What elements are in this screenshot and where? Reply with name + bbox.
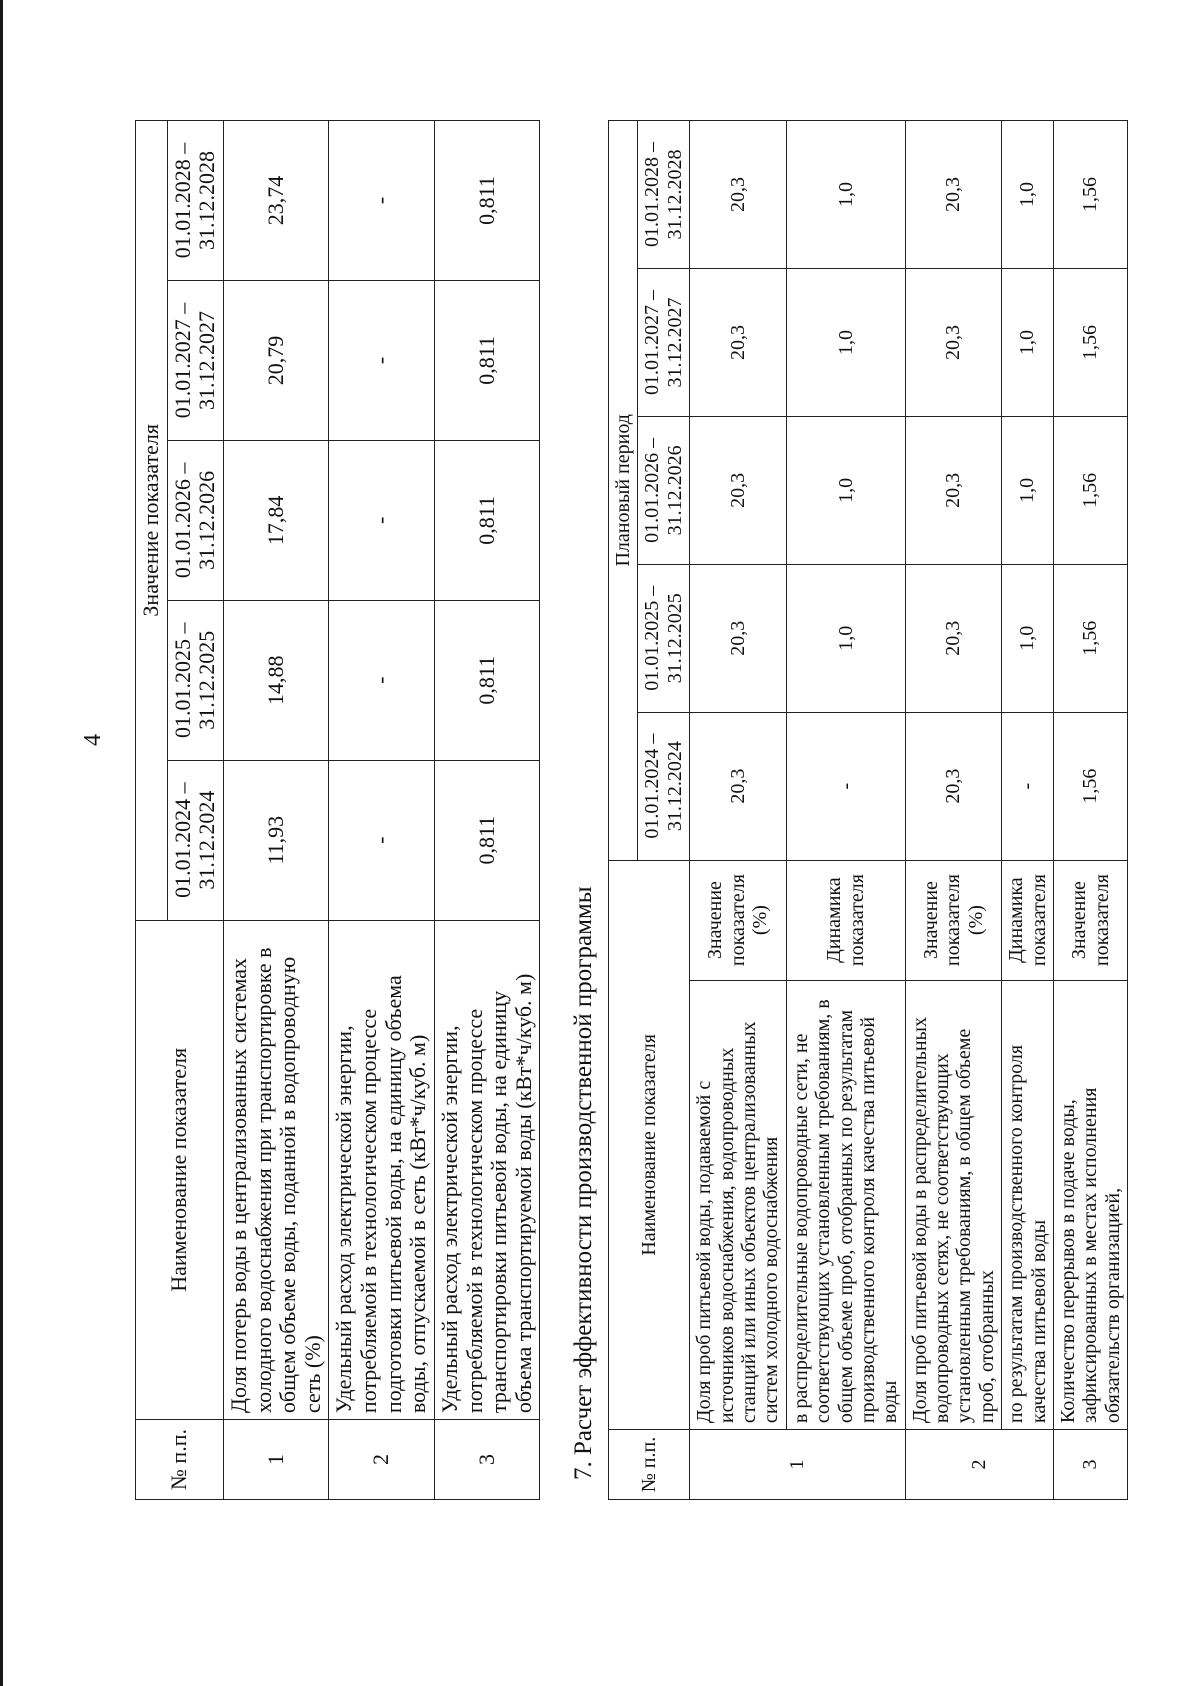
row-value: 1,0 [1002,564,1054,712]
row-value: 20,3 [690,712,787,860]
row-value: 20,3 [905,564,1002,712]
table-header-row [609,121,638,1500]
row-name: Доля проб питьевой воды в распределительных водопроводных сетях, не соответствующих установленным требованиям, в общем объеме проб, отобранных [905,980,1002,1429]
row-value: 1,56 [1054,416,1128,564]
table-row [329,121,435,1500]
table-row [1054,121,1128,1500]
row-value: 1,56 [1054,121,1128,269]
row-value: - [329,280,435,440]
row-sub-label: Значение показателя (%) [905,860,1002,980]
table-row [690,121,787,1500]
col-header-period: 01.01.2028 – 31.12.2028 [638,121,690,269]
rotated-page-content [80,0,1200,1620]
row-num: 1 [223,1420,329,1500]
efficiency-table [608,120,1128,1500]
table-row [905,121,1002,1500]
table-row [223,121,329,1500]
col-header-period: 01.01.2026 – 31.12.2026 [167,440,223,600]
row-name: Удельный расход электрической энергии, потребляемой в технологическом процессе транспортировки питьевой воды, на единицу объема транспортируемой воды (кВт*ч/куб. м) [434,920,540,1419]
row-value: 0,811 [434,121,540,281]
row-value: 20,79 [223,280,329,440]
row-value: 1,0 [1002,121,1054,269]
col-header-period: 01.01.2024 – 31.12.2024 [638,712,690,860]
row-num: 3 [434,1420,540,1500]
row-value: 1,0 [1002,268,1054,416]
col-header-period: 01.01.2025 – 31.12.2025 [638,564,690,712]
row-value: - [329,600,435,760]
row-value: 1,0 [786,121,905,269]
col-header-group: Значение показателя [136,121,168,921]
table-row [434,121,540,1500]
row-sub-label: Динамика показателя [1002,860,1054,980]
page-number: 4 [80,734,106,746]
row-name-continued: по результатам производственного контроля качества питьевой воды [1002,980,1054,1429]
row-name: Количество перерывов в подаче воды, зафиксированных в местах исполнения обязательств организацией, [1054,980,1128,1429]
row-value: 20,3 [905,712,1002,860]
row-value: 1,56 [1054,268,1128,416]
row-value: 0,811 [434,280,540,440]
row-value: 20,3 [905,121,1002,269]
row-name-continued: в распределительные водопроводные сети, не соответствующих установленным требованиям, в общем объеме проб, отобранных по результатам производственного контроля качества питьевой воды [786,980,905,1429]
row-num: 2 [329,1420,435,1500]
row-sub-label: Значение показателя (%) [690,860,787,980]
row-value: 20,3 [905,268,1002,416]
col-header-num: № п.п. [136,1420,224,1500]
row-num: 2 [905,1430,1053,1500]
col-header-period: 01.01.2028 – 31.12.2028 [167,121,223,281]
row-value: 1,56 [1054,712,1128,860]
row-value: - [1002,712,1054,860]
row-value: 17,84 [223,440,329,600]
indicator-table-1 [135,120,540,1500]
row-value: - [329,121,435,281]
row-value: 0,811 [434,760,540,920]
row-value: 20,3 [690,121,787,269]
row-value: 14,88 [223,600,329,760]
table-row [786,121,905,1500]
row-value: - [329,440,435,600]
col-header-name: Наименование показателя [136,920,224,1419]
section-title: 7. Расчет эффективности производственной программы [570,886,597,1480]
row-value: 20,3 [690,416,787,564]
scan-edge-line [0,0,3,1686]
row-value: 1,0 [786,268,905,416]
row-value: 20,3 [690,564,787,712]
row-value: 1,0 [786,416,905,564]
row-name: Доля потерь воды в централизованных системах холодного водоснабжения при транспортировке в общем объеме воды, поданной в водопроводную сеть (%) [223,920,329,1419]
row-value: 23,74 [223,121,329,281]
col-header-period: 01.01.2026 – 31.12.2026 [638,416,690,564]
col-header-period: 01.01.2024 – 31.12.2024 [167,760,223,920]
col-header-period: 01.01.2027 – 31.12.2027 [167,280,223,440]
row-sub-label: Значение показателя [1054,860,1128,980]
col-header-name: Наименование показателя [609,860,690,1429]
table-row [1002,121,1054,1500]
row-value: 20,3 [905,416,1002,564]
row-value: 20,3 [690,268,787,416]
row-sub-label: Динамика показателя [786,860,905,980]
row-name: Удельный расход электрической энергии, потребляемой в технологическом процессе подготовки питьевой воды, на единицу объема воды, отпускаемой в сеть (кВт*ч/куб. м) [329,920,435,1419]
col-header-group: Плановый период [609,121,638,861]
row-value: 0,811 [434,600,540,760]
row-name: Доля проб питьевой воды, подаваемой с источников водоснабжения, водопроводных станций или иных объектов централизованных систем холодного водоснабжения [690,980,787,1429]
table-header-row [136,121,168,1500]
row-num: 1 [690,1430,906,1500]
col-header-period: 01.01.2025 – 31.12.2025 [167,600,223,760]
row-value: 0,811 [434,440,540,600]
row-value: 1,56 [1054,564,1128,712]
row-value: - [786,712,905,860]
row-value: 11,93 [223,760,329,920]
col-header-period: 01.01.2027 – 31.12.2027 [638,268,690,416]
row-value: - [329,760,435,920]
row-num: 3 [1054,1430,1128,1500]
row-value: 1,0 [786,564,905,712]
col-header-num: № п.п. [609,1430,690,1500]
row-value: 1,0 [1002,416,1054,564]
